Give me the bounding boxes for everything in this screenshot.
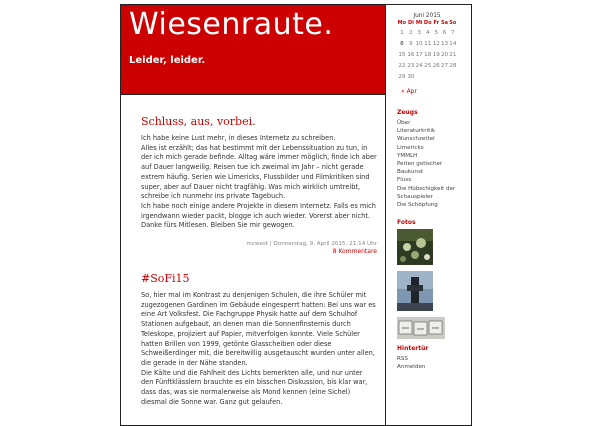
calendar-day: 3 — [417, 29, 421, 36]
hintertuer-section — [397, 345, 471, 371]
weekday: Mi — [415, 20, 423, 26]
post-title[interactable]: #SoFi15 — [141, 272, 190, 285]
calendar-day: 27 — [440, 62, 449, 69]
fotos-title: Fotos — [397, 219, 416, 227]
calendar-day: 1 — [400, 29, 404, 36]
zeugs-link[interactable]: Schauspieler — [397, 193, 433, 200]
calendar-week — [397, 60, 457, 71]
fotos-section — [397, 219, 471, 339]
calendar-day — [432, 71, 440, 82]
zeugs-link[interactable]: Wunschzettel — [397, 136, 435, 143]
post-body — [141, 291, 377, 407]
main-column — [121, 5, 386, 425]
calendar-day: 25 — [424, 62, 432, 69]
calendar-day — [440, 71, 448, 82]
calendar-day: 5 — [434, 29, 439, 36]
calendar-day: 9 — [409, 40, 413, 47]
zeugs-link[interactable]: Fluss — [397, 177, 412, 184]
calendar-day: 12 — [432, 40, 440, 47]
zeugs-title: Zeugs — [397, 109, 418, 116]
calendar-day: 11 — [424, 40, 432, 47]
calendar-day: 30 — [407, 73, 415, 80]
calendar-day: 2 — [409, 29, 413, 36]
weekday: So — [449, 20, 457, 26]
weekday: Di — [407, 20, 414, 26]
hintertuer-link[interactable]: Anmelden — [397, 364, 426, 371]
page-frame — [120, 4, 472, 426]
post-paragraph: Ich habe keine Lust mehr, in dieses Internetz zu schreiben. — [141, 134, 336, 142]
post-meta: mcwest | Donnerstag, 9. April 2015, 21:14 Uhr — [246, 241, 377, 248]
calendar-day: 19 — [432, 51, 440, 58]
weekday: Do — [423, 20, 432, 26]
calendar-days — [397, 27, 457, 82]
calendar-day: 20 — [440, 51, 449, 58]
calendar-day: 21 — [449, 51, 457, 58]
calendar-day: 24 — [415, 62, 423, 69]
post-comments-link[interactable]: 8 Kommentare — [332, 248, 377, 256]
calendar-week — [397, 71, 457, 82]
post-paragraph: Ich habe noch einige andere Projekte in diesem Internetz. Falls es mich irgendwann wieder packt, blogge ich auch wieder. Vorerst aber nicht. Danke fürs Mitlesen. Bleiben Sie mir gewogen. — [141, 201, 376, 230]
calendar-day: 16 — [407, 51, 415, 58]
zeugs-link[interactable]: Limericks — [397, 144, 424, 151]
calendar-day: 8 — [400, 40, 404, 47]
calendar-day: 4 — [425, 29, 430, 36]
calendar-day: 18 — [424, 51, 432, 58]
calendar-day — [449, 71, 457, 82]
calendar — [397, 13, 457, 95]
zeugs-section — [397, 109, 471, 209]
zeugs-link[interactable]: YMMLH — [397, 152, 418, 159]
calendar-caption: Juni 2015 — [413, 13, 441, 19]
calendar-day: 17 — [415, 51, 423, 58]
blog-post — [141, 115, 377, 256]
calendar-day: 6 — [442, 29, 447, 36]
calendar-day: 7 — [451, 29, 455, 36]
post-paragraph: So, hier mal im Kontrast zu denjenigen Schulen, die ihre Schüler mit zugezogenen Gardinen im Gebäude eingesperrt hatten: Bei uns war es eine Art Volksfest. Die Fachgruppe Physik hatte auf dem Schulhof Stationen aufgebaut, an denen man die Sonnenfinsternis durch Teleskope, projiziert auf Papier, mitverfolgen konnte. Viele Schüler hatten Brillen von 1999, getönte Glasscheiben oder diese Schweißerdinger mit, die bereitwillig ausgetauscht wurden unter allen, die gerade in der Nähe standen. — [141, 291, 376, 367]
post-title[interactable]: Schluss, aus, vorbei. — [141, 115, 256, 128]
photo-es-ist-aus[interactable] — [397, 317, 445, 339]
zeugs-list — [397, 119, 471, 209]
photo-statue[interactable] — [397, 271, 433, 311]
calendar-day: 15 — [398, 51, 406, 58]
calendar-day: 26 — [432, 62, 440, 69]
weekday: Mo — [397, 20, 407, 26]
calendar-day: 10 — [415, 40, 423, 47]
post-paragraph: Die Kälte und die Fahlheit des Lichts bemerkten alle, und nur unter den Fünftklässlern brauchte es ein bisschen Diskussion, bis klar war, dass das, was sie normalerweise als Mond kennen (eine Sichel) diesmal die Sonne war. Ganz gut gelaufen. — [141, 368, 368, 406]
calendar-day: 28 — [449, 62, 457, 69]
zeugs-link[interactable]: Literaturkritik — [397, 128, 436, 135]
calendar-prev-link[interactable]: « Apr — [401, 88, 417, 95]
calendar-week — [397, 27, 457, 38]
sidebar — [397, 5, 471, 372]
calendar-weekdays — [397, 19, 457, 27]
hintertuer-list — [397, 355, 471, 371]
zeugs-link[interactable]: Die Hübschigkeit der — [397, 185, 456, 192]
zeugs-link[interactable]: Perlen gotischer — [397, 161, 443, 168]
site-tagline: Leider, leider. — [129, 55, 206, 66]
calendar-day: 23 — [407, 62, 415, 69]
photo-flowers[interactable] — [397, 229, 433, 265]
hintertuer-link[interactable]: RSS — [397, 356, 408, 363]
weekday: Fr — [433, 20, 440, 26]
calendar-week — [397, 49, 457, 60]
hintertuer-title: Hintertür — [397, 345, 429, 353]
zeugs-link[interactable]: Die Schöpfung — [397, 202, 438, 209]
calendar-day: 22 — [398, 62, 406, 69]
calendar-day — [415, 71, 423, 82]
calendar-table — [397, 19, 457, 82]
calendar-day: 13 — [440, 40, 449, 47]
post-paragraph: Alles ist erzählt; das hat bestimmt mit der Lebenssituation zu tun, in der ich mich gerade befinde. Alltag wäre immer möglich, finde ich aber auf Dauer langweilig. Reisen tue ich zweimal im Jahr – nicht gerade extrem häufig. Serien wie Limericks, Flussbilder und Filmkritiken sind super, aber auf Dauer nicht tragfähig. Was mich wirklich umtreibt, schreibe ich nunmehr ins private Tagebuch. — [141, 143, 377, 201]
calendar-day: 29 — [398, 73, 406, 80]
calendar-week — [397, 38, 457, 49]
weekday: Sa — [441, 20, 449, 26]
calendar-day — [423, 71, 432, 82]
site-title[interactable]: Wiesenraute. — [129, 7, 334, 42]
post-body — [141, 134, 377, 231]
site-header — [121, 5, 385, 95]
zeugs-link[interactable]: Baukunst — [397, 169, 424, 176]
calendar-day: 14 — [449, 40, 457, 47]
blog-post — [141, 272, 377, 407]
zeugs-link[interactable]: Über — [397, 120, 411, 126]
